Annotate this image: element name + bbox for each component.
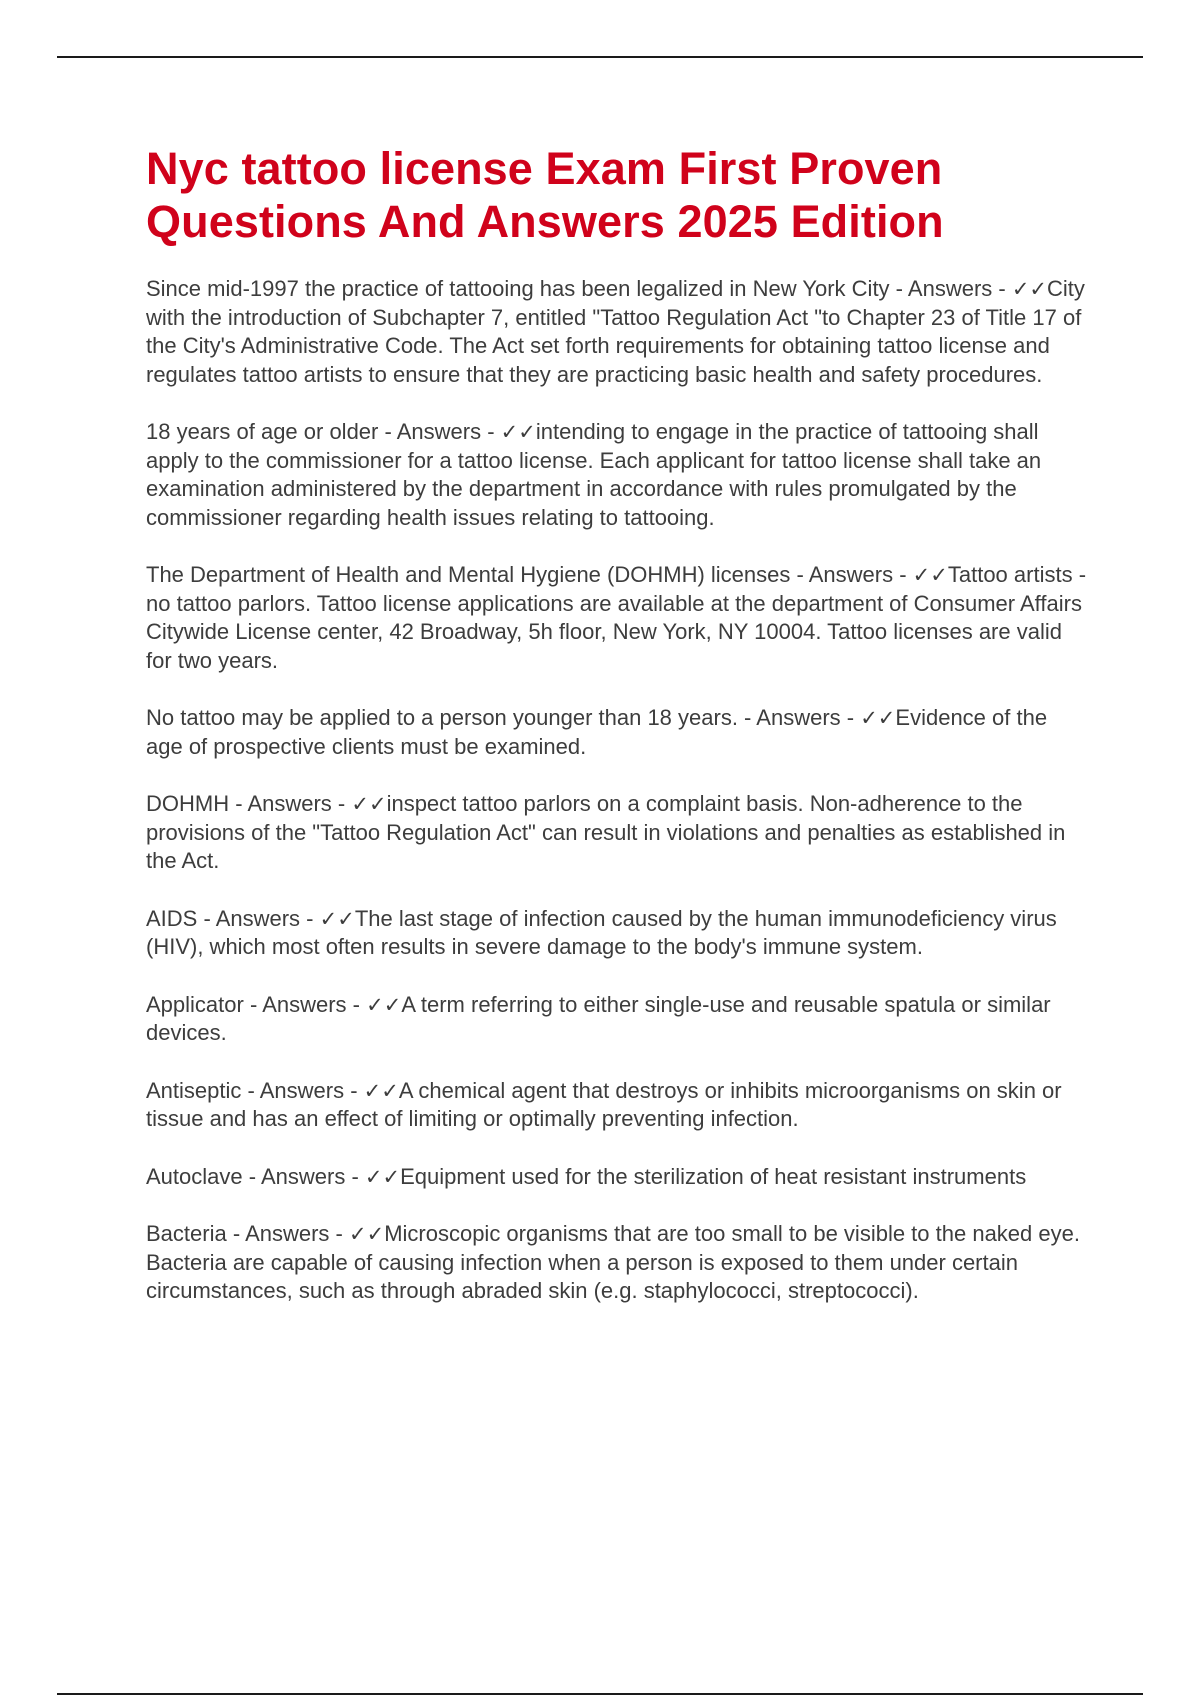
check-icon: ✓✓ bbox=[860, 706, 896, 730]
qa-term: Bacteria bbox=[146, 1221, 227, 1246]
qa-entry: Bacteria - Answers - ✓✓Microscopic organisms that are too small to be visible to the naked eye. Bacteria are capable of causing infection when a person is exposed to them under certain circumstances, such as through abraded skin (e.g. staphylococci, streptococci). bbox=[146, 1221, 1080, 1303]
qa-definition: A term referring to either single-use and reusable spatula or similar devices. bbox=[146, 991, 1051, 1045]
check-icon: ✓✓ bbox=[351, 792, 387, 816]
qa-entry: Since mid-1997 the practice of tattooing has been legalized in New York City - Answers - ✓✓City with the introduction of Subchapter 7, entitled "Tattoo Regulation Act "to Chapter 23 of Title 17 of the City's Administrative Code. The Act set forth requirements for obtaining tattoo license and regulates tattoo artists to ensure that they are practicing basic health and safety procedures. bbox=[146, 276, 1085, 387]
qa-term: Applicator bbox=[146, 991, 244, 1017]
header-rule bbox=[57, 56, 1143, 58]
qa-definition: The last stage of infection caused by the human immunodeficiency virus (HIV), which most often results in severe damage to the body's immune system. bbox=[146, 905, 1057, 959]
qa-definition: City with the introduction of Subchapter 7, entitled "Tattoo Regulation Act "to Chapter 23 of Title 17 of the City's Administrative Code. The Act set forth requirements for obtaining tattoo license and regulates tattoo artists to ensure that they are practicing basic health and safety procedures. bbox=[146, 276, 1085, 387]
qa-term: The Department of Health and Mental Hygiene (DOHMH) licenses bbox=[146, 562, 791, 587]
qa-entry: No tattoo may be applied to a person younger than 18 years. - Answers - ✓✓Evidence of the age of prospective clients must be examined. bbox=[146, 705, 1048, 759]
qa-definition: Microscopic organisms that are too small to be visible to the naked eye. Bacteria are capable of causing infection when a person is exposed to them under certain circumstances, such as through abraded skin (e.g. staphylococci, streptococci). bbox=[146, 1221, 1080, 1303]
check-icon: ✓✓ bbox=[500, 420, 536, 444]
qa-entry: DOHMH - Answers - ✓✓inspect tattoo parlors on a complaint basis. Non-adherence to the provisions of the "Tattoo Regulation Act" can result in violations and penalties as established in the Act. bbox=[146, 791, 1066, 873]
qa-entry: The Department of Health and Mental Hygiene (DOHMH) licenses - Answers - ✓✓Tattoo artists -no tattoo parlors. Tattoo license applications are available at the department of Consumer Affairs Citywide License center, 42 Broadway, 5h floor, New York, NY 10004. Tattoo licenses are valid for two years. bbox=[146, 562, 1087, 673]
qa-definition: Evidence of the age of prospective clients must be examined. bbox=[146, 705, 1048, 759]
qa-entry: AIDS - Answers - ✓✓The last stage of infection caused by the human immunodeficiency virus (HIV), which most often results in severe damage to the body's immune system. bbox=[146, 905, 1057, 959]
check-icon: ✓✓ bbox=[364, 1164, 401, 1189]
answer-marker: Answers bbox=[260, 1163, 346, 1189]
qa-list bbox=[146, 275, 1086, 1306]
answer-marker: Answers bbox=[808, 562, 894, 587]
qa-entry: Antiseptic - Answers - ✓✓A chemical agent that destroys or inhibits microorganisms on skin or tissue and has an effect of limiting or optimally preventing infection. bbox=[146, 1077, 1062, 1131]
qa-definition: Equipment used for the sterilization of heat resistant instruments bbox=[400, 1163, 1027, 1189]
check-icon: ✓✓ bbox=[1011, 277, 1048, 301]
check-icon: ✓✓ bbox=[348, 1222, 385, 1246]
check-icon: ✓✓ bbox=[366, 992, 402, 1017]
answer-marker: Answers bbox=[396, 419, 482, 444]
qa-term: AIDS bbox=[146, 905, 198, 931]
qa-entry: 18 years of age or older - Answers - ✓✓intending to engage in the practice of tattooing shall apply to the commissioner for a tattoo license. Each applicant for tattoo license shall take an examination administered by the department in accordance with rules promulgated by the commissioner regarding health issues relating to tattooing. bbox=[146, 419, 1042, 530]
qa-definition: Tattoo artists -no tattoo parlors. Tattoo license applications are available at the department of Consumer Affairs Citywide License center, 42 Broadway, 5h floor, New York, NY 10004. Tattoo licenses are valid for two years. bbox=[146, 562, 1087, 673]
answer-marker: Answers bbox=[245, 1221, 330, 1246]
qa-term: Since mid-1997 the practice of tattooing has been legalized in New York City bbox=[146, 276, 890, 301]
check-icon: ✓✓ bbox=[912, 563, 948, 587]
check-icon: ✓✓ bbox=[319, 906, 355, 931]
qa-term: DOHMH bbox=[146, 791, 230, 816]
answer-marker: Answers bbox=[907, 276, 993, 301]
qa-entry: Autoclave - Answers - ✓✓Equipment used for the sterilization of heat resistant instruments bbox=[146, 1163, 1027, 1189]
qa-definition: intending to engage in the practice of tattooing shall apply to the commissioner for a tattoo license. Each applicant for tattoo license shall take an examination administered by the department in accordance with rules promulgated by the commissioner regarding health issues relating to tattooing. bbox=[146, 419, 1042, 530]
document-page bbox=[146, 142, 1086, 1335]
answer-marker: Answers bbox=[259, 1077, 345, 1103]
check-icon: ✓✓ bbox=[363, 1078, 399, 1103]
qa-term: No tattoo may be applied to a person younger than 18 years. bbox=[146, 705, 738, 730]
qa-definition: A chemical agent that destroys or inhibits microorganisms on skin or tissue and has an effect of limiting or optimally preventing infection. bbox=[146, 1077, 1062, 1131]
answer-marker: Answers bbox=[247, 791, 332, 816]
qa-entry: Applicator - Answers - ✓✓A term referring to either single-use and reusable spatula or similar devices. bbox=[146, 991, 1051, 1045]
qa-definition: inspect tattoo parlors on a complaint basis. Non-adherence to the provisions of the "Tattoo Regulation Act" can result in violations and penalties as established in the Act. bbox=[146, 791, 1066, 873]
qa-term: 18 years of age or older bbox=[146, 419, 379, 444]
qa-term: Antiseptic bbox=[146, 1077, 242, 1103]
qa-term: Autoclave bbox=[146, 1163, 243, 1189]
answer-marker: Answers bbox=[215, 905, 301, 931]
footer-rule bbox=[57, 1693, 1143, 1695]
answer-marker: Answers bbox=[756, 705, 841, 730]
answer-marker: Answers bbox=[262, 991, 347, 1017]
document-title: Nyc tattoo license Exam First Proven Questions And Answers 2025 Edition bbox=[146, 143, 944, 247]
